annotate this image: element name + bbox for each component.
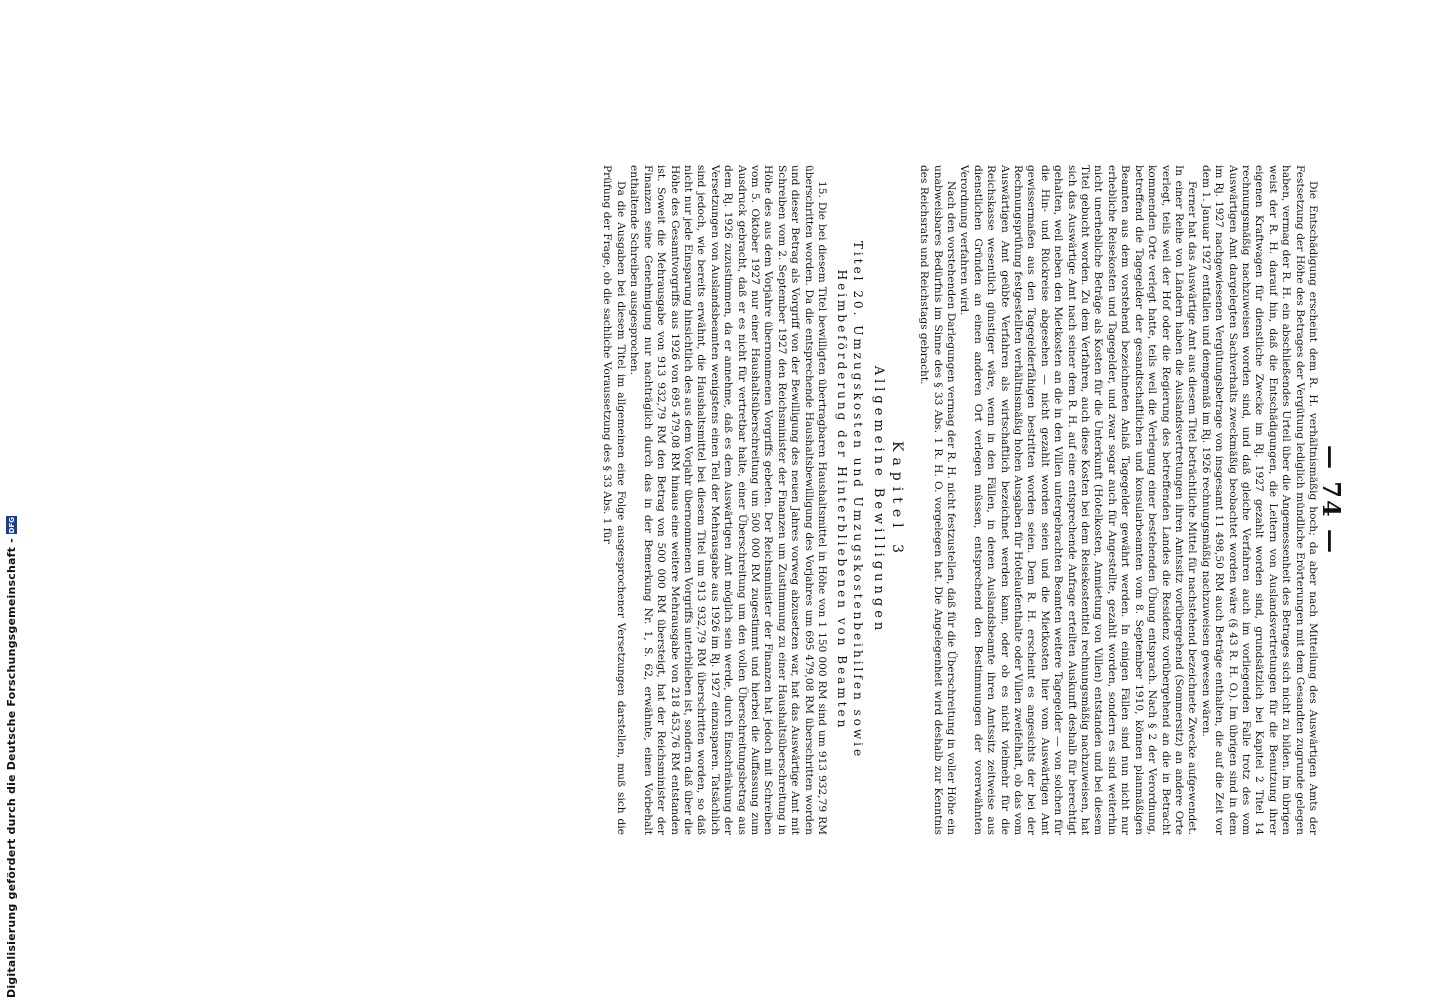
dfg-logo-icon: DFG: [7, 516, 16, 534]
document-body: [600, 165, 1319, 835]
digitization-credit: [5, 516, 18, 998]
page-number: — 74 —: [1317, 444, 1346, 556]
chapter-heading: Kapitel 3: [888, 441, 905, 559]
section-heading: Allgemeine Bewilligungen: [871, 365, 887, 635]
credit-text: Digitalisierung gefördert durch die Deutsche Forschungsgemeinschaft -: [5, 538, 18, 998]
paragraph: Die Entschädigung erscheint dem R. H. verhältnismäßig hoch; da aber nach Mitteilung des Auswärtigen Amts der Festsetzung der Höhe des Betrages der Vergütung lediglich mündliche Erörterungen mit dem Gesandten zugrunde gelegen haben, vermag der R. H. ein abschließendes Urteil über die Angemessenheit des Betrages sich nicht zu bilden. Im übrigen weist der R. H. darauf hin, daß die Entschädigungen, die Leitern von Auslandsvertretungen für die Benutzung ihrer eigenen Kraftwagen für dienstliche Zwecke im Rj. 1927 gezahlt worden sind, grundsätzlich bei Kapitel 2 Titel 14 rechnungsmäßig nachzuweisen worden sind, und daß gleiche Verfahren auch im vorliegenden Falle trotz des vom Auswärtigen Amt dargelegten Sachverhalts zweckmäßig beobachtet worden wäre (§ 43 R. H. O.). Im übrigen sind in dem im Rj. 1927 nachgewiesenen Vergütungsbetrage von insgesamt 11 498,50 RM auch Beträge enthalten, die auf die Zeit vor dem 1. Januar 1927 entfallen und demgemäß im Rj. 1926 rechnungsmäßig nachzuweisen gewesen wären.: [1199, 165, 1319, 835]
title-heading: Titel 20. Umzugskosten und Umzugskostenbeihilfen sowie Heimbeförderung der Hinterbliebenen von Beamten: [835, 240, 865, 760]
paragraph: Nach den vorstehenden Darlegungen vermag der R. H. nicht festzustellen, daß für die Überschreitung in voller Höhe ein unabweisbares Bedürfnis im Sinne des § 33 Abs. 1 R. H. O. vorgelegen hat. Die Angelegenheit wird deshalb zur Kenntnis des Reichsrats und Reichstags gebracht.: [918, 165, 958, 835]
paragraph: 15. Die bei diesem Titel bewilligten übertragbaren Haushaltsmittel in Höhe von 1 150 000 RM sind um 913 932,79 RM überschritten worden. Da die entsprechende Haushaltsbewilligung des Vorjahres um 695 479,08 RM überschritten worden und dieser Betrag als Vorgriff von der Bewilligung des neuen Jahres vorweg abzusetzen war, hat das Auswärtige Amt mit Schreiben vom 2. September 1927 den Reichsminister der Finanzen um Zustimmung zu einer Haushaltsüberschreitung in Höhe des aus dem Vorjahre übernommenen Vorgriffs gebeten. Der Reichsminister der Finanzen hat jedoch mit Schreiben vom 5. Oktober 1927 nur einer Haushaltsüberschreitung um 500 000 RM zugestimmt und hierbei die Auffassung zum Ausdruck gebracht, daß er es nicht für vertretbar halte, einer Überschreitung um den vollen Überschreitungsbetrag aus dem Rj. 1926 zuzustimmen, da er annehme, daß es dem Auswärtigen Amt möglich sein werde, durch Einschränkung der Versetzungen von Auslandsbeamten wenigstens einen Teil der Mehrausgabe aus 1926 im Rj. 1927 einzusparen. Tatsächlich sind jedoch, wie bereits erwähnt, die Haushaltsmittel bei diesem Titel um 913 932,79 RM überschritten worden, so daß nicht nur jede Einsparung hinsichtlich des aus dem Vorjahr übernommenen Vorgriffs unterblieben ist, sondern daß über die Höhe des Gesamtvorgriffs aus 1926 von 695 479,08 RM hinaus eine weitere Mehrausgabe von 218 453,76 RM entstanden ist. Soweit die Mehrausgabe von 913 932,79 RM den Betrag von 500 000 RM übersteigt, hat der Reichsminister der Finanzen seine Genehmigung nur nachträglich durch das in der Bemerkung Nr. 1, S. 62, erwähnte, einen Vorbehalt enthaltende Schreiben ausgesprochen.: [628, 165, 828, 835]
paragraph: Ferner hat das Auswärtige Amt aus diesem Titel beträchtliche Mittel für nachstehend bezeichnete Zwecke aufgewendet. In einer Reihe von Ländern haben die Auslandsvertretungen ihren Amtssitz vorübergehend (Sommersitz) an andere Orte verlegt, teils weil der Hof oder die Regierung des betreffenden Landes die Residenz vorübergehend an die in Betracht kommenden Orte verlegt hatte, teils weil die Verlegung einer bestehenden Übung entsprach. Nach § 2 der Verordnung, betreffend die Tagegelder der gesandtschaftlichen und konsularbeamten vom 8. September 1910, können planmäßigen Beamten aus dem vorstehend bezeichneten Anlaß Tagegelder gewährt werden. In einigen Fällen sind nun nicht nur erhebliche Reisekosten und Tagegelder, und zwar sogar auch für Angestellte, gezahlt worden, sondern es sind weiterhin nicht unerhebliche Beträge als Kosten für die Unterkunft (Hotelkosten, Anmietung von Villen) entstanden und bei diesem Titel gebucht worden. Zu dem Verfahren, auch diese Kosten bei dem Reisekostentitel rechnungsmäßig nachzuweisen, hat sich das Auswärtige Amt nach seiner dem R. H. auf eine entsprechende Anfrage erteilten Auskunft deshalb für berechtigt gehalten, weil neben den Mietkosten an die in den Villen untergebrachten Beamten weitere Tagegelder — von solchen für die Hin- und Rückreise abgesehen — nicht gezahlt worden seien und die Mietkosten hier vom Auswärtigen Amt gewissermaßen aus den Tagegelderfähigen bestritten worden seien. Dem R. H. erscheint es angesichts der bei der Rechnungsprüfung festgestellten verhältnismäßig hohen Ausgaben für Hotelaufenthalte oder Villen zweifelhaft, ob das vom Auswärtigen Amt geübte Verfahren als wirtschaftlich bezeichnet werden kann, oder ob es nicht vielmehr für die Reichskasse wesentlich günstiger wäre, wenn in den Fällen, in denen Auslandsbeamte ihren Amtssitz zeitweise aus dienstlichen Gründen an einen anderen Ort verlegen müssen, entsprechend den Bestimmungen der vorerwähnten Verordnung verfahren wird.: [958, 165, 1199, 835]
paragraph: Da die Ausgaben bei diesem Titel im allgemeinen eine Folge ausgesprochener Versetzungen darstellen, muß sich die Prüfung der Frage, ob die sachliche Voraussetzung des § 33 Abs. 1 für: [601, 165, 627, 835]
